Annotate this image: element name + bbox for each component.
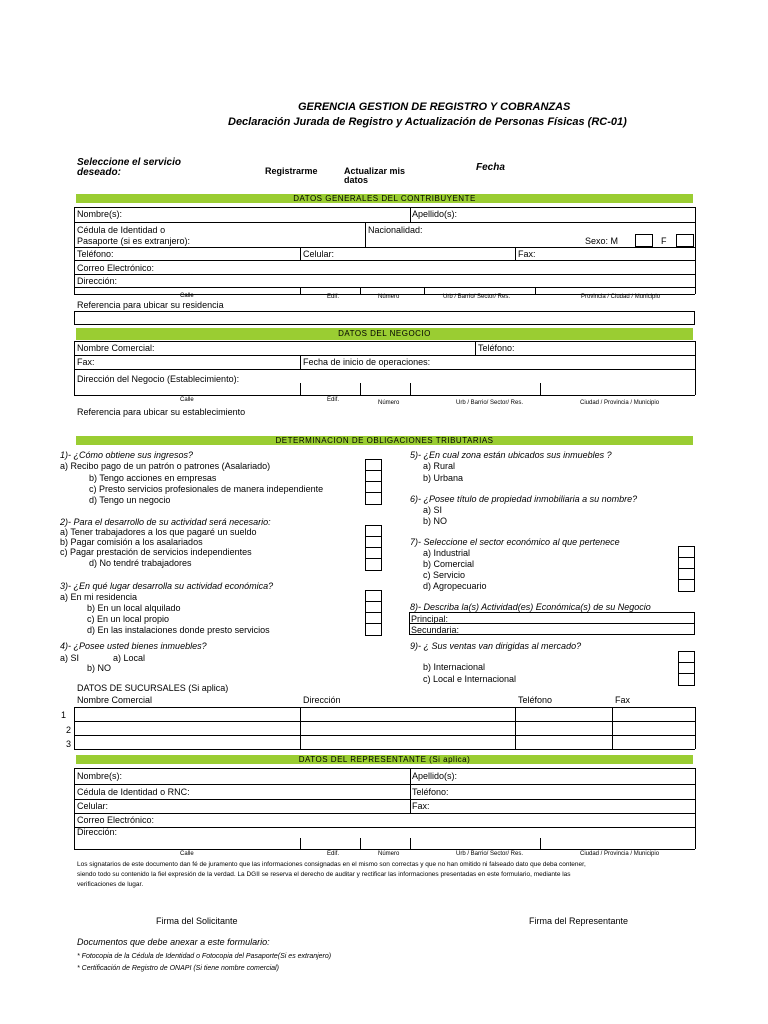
sex-f-label: F xyxy=(661,236,667,246)
section-obligations: DETERMINACION DE OBLIGACIONES TRIBUTARIAS xyxy=(76,436,693,445)
rep-sector-label: Urb / Barrio/ Sector/ Res. xyxy=(456,851,524,857)
street-label: Calle xyxy=(180,293,194,299)
section-representative: DATOS DEL REPRESENTANTE (Si aplica) xyxy=(76,755,693,764)
q2-a: a) Tener trabajadores a los que pagaré un sueldo xyxy=(60,527,257,537)
branch-row-2: 2 xyxy=(66,725,72,735)
register-option[interactable]: Registrarme xyxy=(265,166,318,176)
q9-title: 9)- ¿ Sus ventas van dirigidas al mercado? xyxy=(410,641,582,651)
update-option-1[interactable]: Actualizar mis xyxy=(344,166,406,176)
residence-reference-label: Referencia para ubicar su residencia xyxy=(77,300,224,310)
q7-c: c) Servicio xyxy=(423,570,466,580)
form-title: GERENCIA GESTION DE REGISTRO Y COBRANZAS xyxy=(298,101,571,113)
rep-address-label: Dirección: xyxy=(77,827,118,837)
q8-secondary-label: Secundaria: xyxy=(411,625,460,635)
names-label: Nombre(s): xyxy=(77,209,123,219)
q3-b: b) En un local alquilado xyxy=(87,603,181,613)
section-contributor: DATOS GENERALES DEL CONTRIBUYENTE xyxy=(76,194,693,203)
service-prompt-2: deseado: xyxy=(77,167,121,178)
q1-checkboxes[interactable] xyxy=(365,459,382,505)
q8-main-label: Principal: xyxy=(411,614,449,624)
number-label: Número xyxy=(378,294,400,300)
applicant-signature: Firma del Solicitante xyxy=(156,916,238,926)
q7-d: d) Agropecuario xyxy=(423,581,487,591)
business-street-label: Calle xyxy=(180,397,194,403)
rep-phone-label: Teléfono: xyxy=(412,787,449,797)
service-prompt-1: Seleccione el servicio xyxy=(77,157,181,168)
q6-title: 6)- ¿Posee título de propiedad inmobiliaria a su nombre? xyxy=(410,494,638,504)
rep-street-label: Calle xyxy=(180,851,194,857)
q6-b: b) NO xyxy=(423,516,448,526)
rep-id-label: Cédula de Identidad o RNC: xyxy=(77,787,190,797)
q2-c: c) Pagar prestación de servicios independientes xyxy=(60,547,252,557)
q2-d: d) No tendré trabajadores xyxy=(89,558,192,568)
business-sector-label: Urb / Barrio/ Sector/ Res. xyxy=(456,400,524,406)
rep-surnames-label: Apellido(s): xyxy=(412,771,458,781)
q3-d: d) En las instalaciones donde presto servicios xyxy=(87,625,270,635)
business-building-label: Edif. xyxy=(327,397,340,403)
q2-b: b) Pagar comisión a los asalariados xyxy=(60,537,203,547)
q7-checkboxes[interactable] xyxy=(678,546,695,592)
rep-names-label: Nombre(s): xyxy=(77,771,123,781)
branches-col-phone: Teléfono xyxy=(518,695,553,705)
q3-a: a) En mi residencia xyxy=(60,592,138,602)
q5-title: 5)- ¿En cual zona están ubicados sus inmuebles ? xyxy=(410,450,612,460)
q2-title: 2)- Para el desarrollo de su actividad será necesario: xyxy=(60,517,271,527)
business-start-date-label: Fecha de inicio de operaciones: xyxy=(303,357,431,367)
phone-label: Teléfono: xyxy=(77,249,114,259)
business-city-label: Ciudad / Provincia / Municipio xyxy=(580,400,660,406)
fax-label: Fax: xyxy=(518,249,536,259)
q3-checkboxes[interactable] xyxy=(365,590,382,636)
q6-a: a) SI xyxy=(423,505,443,515)
q5-a: a) Rural xyxy=(423,461,456,471)
address-label: Dirección: xyxy=(77,276,118,286)
documents-title: Documentos que debe anexar a este formulario: xyxy=(77,937,270,947)
document-item-2: * Certificación de Registro de ONAPI (Si tiene nombre comercial) xyxy=(77,965,279,972)
rep-cell-label: Celular: xyxy=(77,801,109,811)
business-number-label: Número xyxy=(378,400,400,406)
q1-b: b) Tengo acciones en empresas xyxy=(89,473,217,483)
nationality-label: Nacionalidad: xyxy=(368,225,423,235)
legal-line-3: verificaciones de lugar. xyxy=(77,881,144,888)
q1-c: c) Presto servicios profesionales de manera independiente xyxy=(89,484,324,494)
q1-a: a) Recibo pago de un patrón o patrones (Asalariado) xyxy=(60,461,271,471)
q3-title: 3)- ¿En qué lugar desarrolla su actividad económica? xyxy=(60,581,274,591)
rep-number-label: Número xyxy=(378,851,400,857)
q7-a: a) Industrial xyxy=(423,548,471,558)
q9-c: c) Local e Internacional xyxy=(423,674,517,684)
sex-label: Sexo: M xyxy=(585,236,619,246)
business-fax-label: Fax: xyxy=(77,357,95,367)
q4-b: b) NO xyxy=(87,663,112,673)
sex-f-checkbox[interactable] xyxy=(676,234,694,247)
q1-title: 1)- ¿Cómo obtiene sus ingresos? xyxy=(60,450,194,460)
q1-d: d) Tengo un negocio xyxy=(89,495,171,505)
q7-title: 7)- Seleccione el sector económico al que pertenece xyxy=(410,537,620,547)
q4-a-local: a) Local xyxy=(113,653,146,663)
q7-b: b) Comercial xyxy=(423,559,475,569)
document-item-1: * Fotocopia de la Cédula de Identidad o Fotocopia del Pasaporte(Si es extranjero) xyxy=(77,953,332,960)
form-subtitle: Declaración Jurada de Registro y Actualización de Personas Físicas (RC-01) xyxy=(228,116,627,128)
rep-email-label: Correo Electrónico: xyxy=(77,815,155,825)
branches-col-name: Nombre Comercial xyxy=(77,695,153,705)
rep-fax-label: Fax: xyxy=(412,801,430,811)
business-phone-label: Teléfono: xyxy=(478,343,515,353)
sector-label: Urb / Barrio/ Sector/ Res. xyxy=(443,294,511,300)
q3-c: c) En un local propio xyxy=(87,614,170,624)
q9-checkboxes[interactable] xyxy=(678,651,695,686)
branches-title: DATOS DE SUCURSALES (Si aplica) xyxy=(77,683,229,693)
update-option-2: datos xyxy=(344,175,369,185)
q8-title: 8)- Describa la(s) Actividad(es) Económica(s) de su Negocio xyxy=(410,602,651,612)
q4-title: 4)- ¿Posee usted bienes inmuebles? xyxy=(60,641,207,651)
business-address-label: Dirección del Negocio (Establecimiento): xyxy=(77,374,240,384)
province-label: Provincia / Ciudad / Municipio xyxy=(581,294,661,300)
email-label: Correo Electrónico: xyxy=(77,263,155,273)
id-label-1: Cédula de Identidad o xyxy=(77,225,166,235)
branch-row-1: 1 xyxy=(61,710,67,720)
q4-a: a) SI xyxy=(60,653,80,663)
legal-line-1: Los signatarios de este documento dan fé de juramento que las informaciones consignadas en el mismo son correctas y que no han omitido ni falseado dato que deba contener, xyxy=(77,861,586,868)
residence-reference-field[interactable] xyxy=(74,311,695,325)
rep-city-label: Ciudad / Provincia / Municipio xyxy=(580,851,660,857)
rep-building-label: Edif. xyxy=(327,851,340,857)
branch-row-3: 3 xyxy=(66,739,72,749)
id-label-2: Pasaporte (si es extranjero): xyxy=(77,236,191,246)
q2-checkboxes[interactable] xyxy=(365,525,382,571)
business-name-label: Nombre Comercial: xyxy=(77,343,155,353)
section-business: DATOS DEL NEGOCIO xyxy=(76,328,693,340)
representative-signature: Firma del Representante xyxy=(529,916,629,926)
business-reference-label: Referencia para ubicar su establecimiento xyxy=(77,407,246,417)
date-label: Fecha xyxy=(476,162,505,173)
branches-col-address: Dirección xyxy=(303,695,341,705)
q5-b: b) Urbana xyxy=(423,473,464,483)
branches-col-fax: Fax xyxy=(615,695,631,705)
surnames-label: Apellido(s): xyxy=(412,209,458,219)
q9-b: b) Internacional xyxy=(423,662,486,672)
cell-label: Celular: xyxy=(303,249,335,259)
legal-text xyxy=(77,860,693,890)
building-label: Edif. xyxy=(327,294,340,300)
legal-line-2: siendo todo su contenido la fiel expresión de la verdad. La DGII se reserva el derecho de auditar y rectificar las informaciones presentadas en este formulario, mediante las xyxy=(77,871,571,878)
sex-m-checkbox[interactable] xyxy=(635,234,653,247)
